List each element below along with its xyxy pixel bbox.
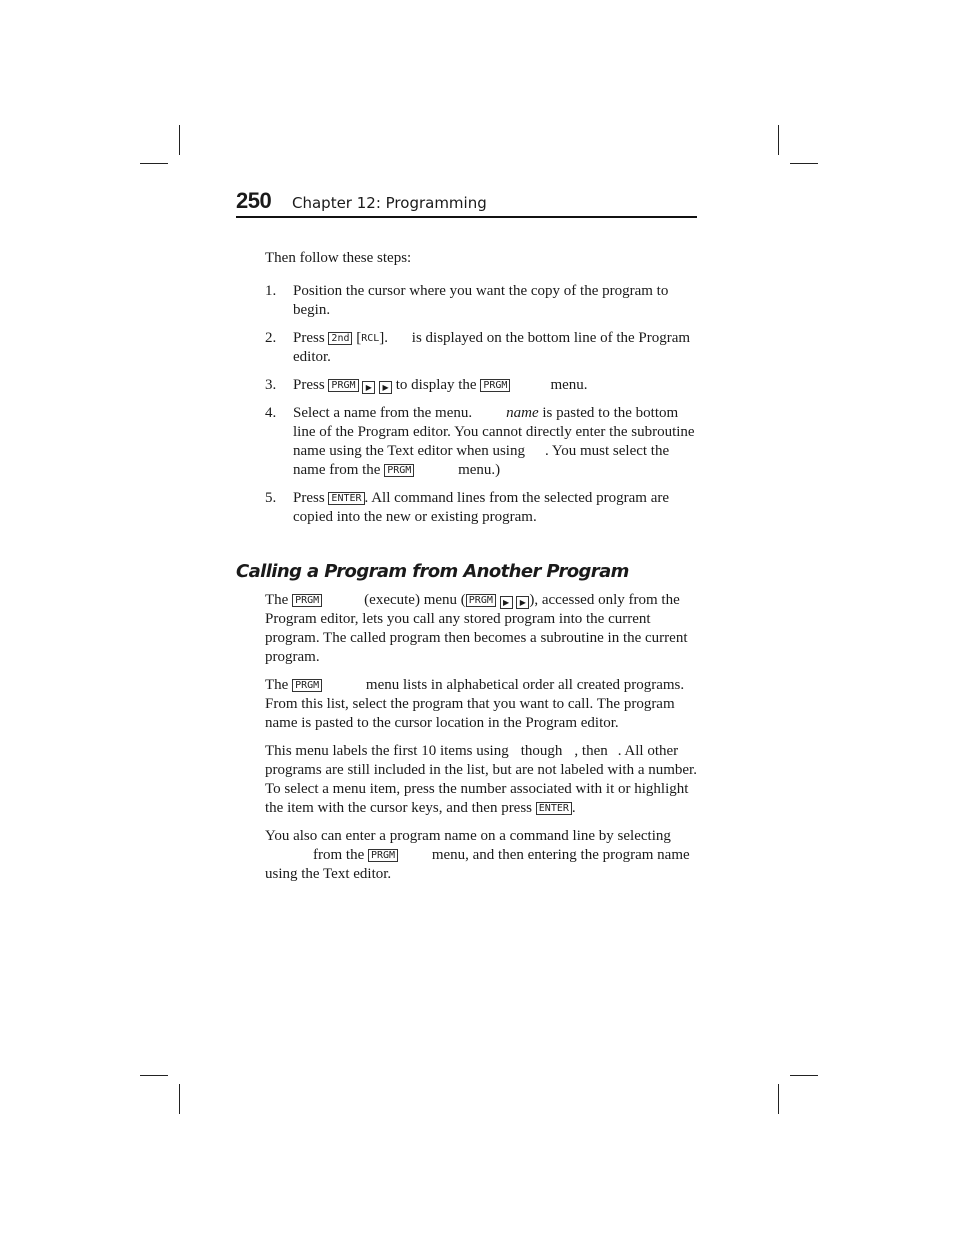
list-item <box>265 282 697 320</box>
paragraph-text: The <box>265 592 289 608</box>
step-text: . All command lines from the selected program are copied into the new or existing program. <box>293 490 670 525</box>
calling-section-body <box>265 591 697 893</box>
key-prgm: PRGM <box>292 594 322 607</box>
crop-mark <box>790 163 818 164</box>
key-enter: ENTER <box>328 492 364 505</box>
step-text: is displayed on the bottom line of the Program editor. <box>293 330 691 365</box>
paragraph-text: You also can enter a program name on a command line by selecting <box>265 828 671 844</box>
chapter-title: Chapter 12: Programming <box>292 194 487 212</box>
step-number: 4. <box>265 405 277 421</box>
key-prgm: PRGM <box>466 594 496 607</box>
step-text: . You must select the name from the <box>293 443 670 478</box>
step-text: Press <box>293 330 325 346</box>
section-heading: Calling a Program from Another Program <box>236 561 629 582</box>
crop-mark <box>140 163 168 164</box>
key-prgm: PRGM <box>368 849 398 862</box>
crop-mark <box>790 1075 818 1076</box>
paragraph-text: menu, and then entering the program name using the Text editor. <box>265 847 690 882</box>
paragraph-text: though <box>520 743 563 759</box>
crop-mark <box>179 1084 180 1114</box>
paragraph-text: . All other programs are still included in the list, but are not labeled with a number. To select a menu item, press the number associated with it or highlight the item with the cursor keys, and then press <box>265 743 697 816</box>
step-text: is pasted to the bottom line of the Program editor. You cannot directly enter the subroutine name using the Text editor when using <box>293 405 695 459</box>
list-item: 2. Press 2nd [RCL]. is displayed on the bottom line of the Program editor. <box>265 330 691 365</box>
step-number: 3. <box>265 377 277 393</box>
crop-mark <box>140 1075 168 1076</box>
paragraph <box>265 676 697 733</box>
step-text: menu.) <box>458 462 501 478</box>
step-number: 5. <box>265 490 277 506</box>
step-text: Press <box>293 377 325 393</box>
list-item <box>265 376 697 395</box>
right-arrow-icon: ▶ <box>362 381 375 394</box>
step-text: Select a name from the menu. <box>293 405 473 421</box>
paragraph-text: The <box>265 677 289 693</box>
page-number: 250 <box>236 188 272 213</box>
paragraph <box>265 742 697 818</box>
page-header <box>236 188 697 218</box>
paragraph <box>265 827 697 884</box>
step-text: to display the <box>395 377 477 393</box>
right-arrow-icon: ▶ <box>516 596 529 609</box>
crop-mark <box>778 1084 779 1114</box>
paragraph-text: This menu labels the first 10 items using <box>265 743 509 759</box>
list-item <box>265 404 697 480</box>
key-prgm: PRGM <box>384 464 414 477</box>
key-2nd: 2nd <box>328 332 352 345</box>
paragraph-text: menu lists in alphabetical order all created programs. From this list, select the program that you want to call. The program name is pasted to the cursor location in the Program editor. <box>265 677 685 731</box>
paragraph-text: , then <box>574 743 608 759</box>
right-arrow-icon: ▶ <box>379 381 392 394</box>
right-arrow-icon: ▶ <box>500 596 513 609</box>
crop-mark <box>778 125 779 155</box>
paragraph-text: ), accessed only from the Program editor, lets you call any stored program into the current program. The called program then becomes a subroutine in the current program. <box>265 592 688 665</box>
paragraph-text: . <box>571 800 576 816</box>
key-prgm: PRGM <box>292 679 322 692</box>
name-placeholder: name <box>506 405 539 421</box>
key-prgm: PRGM <box>328 379 358 392</box>
crop-mark <box>179 125 180 155</box>
intro-text: Then follow these steps: <box>265 250 412 266</box>
steps-section <box>265 249 697 536</box>
step-text: Press <box>293 490 325 506</box>
step-number: 1. <box>265 283 277 299</box>
paragraph-text: (execute) menu ( <box>364 592 466 608</box>
step-text: menu. <box>550 377 588 393</box>
list-item <box>265 489 697 527</box>
steps-list <box>265 282 697 527</box>
paragraph-text: from the <box>313 847 365 863</box>
paragraph <box>265 591 697 667</box>
step-text: Position the cursor where you want the copy of the program to begin. <box>293 283 669 318</box>
key-rcl: RCL <box>361 333 380 344</box>
key-enter: ENTER <box>536 802 572 815</box>
step-number: 2. <box>265 330 277 346</box>
key-prgm: PRGM <box>480 379 510 392</box>
